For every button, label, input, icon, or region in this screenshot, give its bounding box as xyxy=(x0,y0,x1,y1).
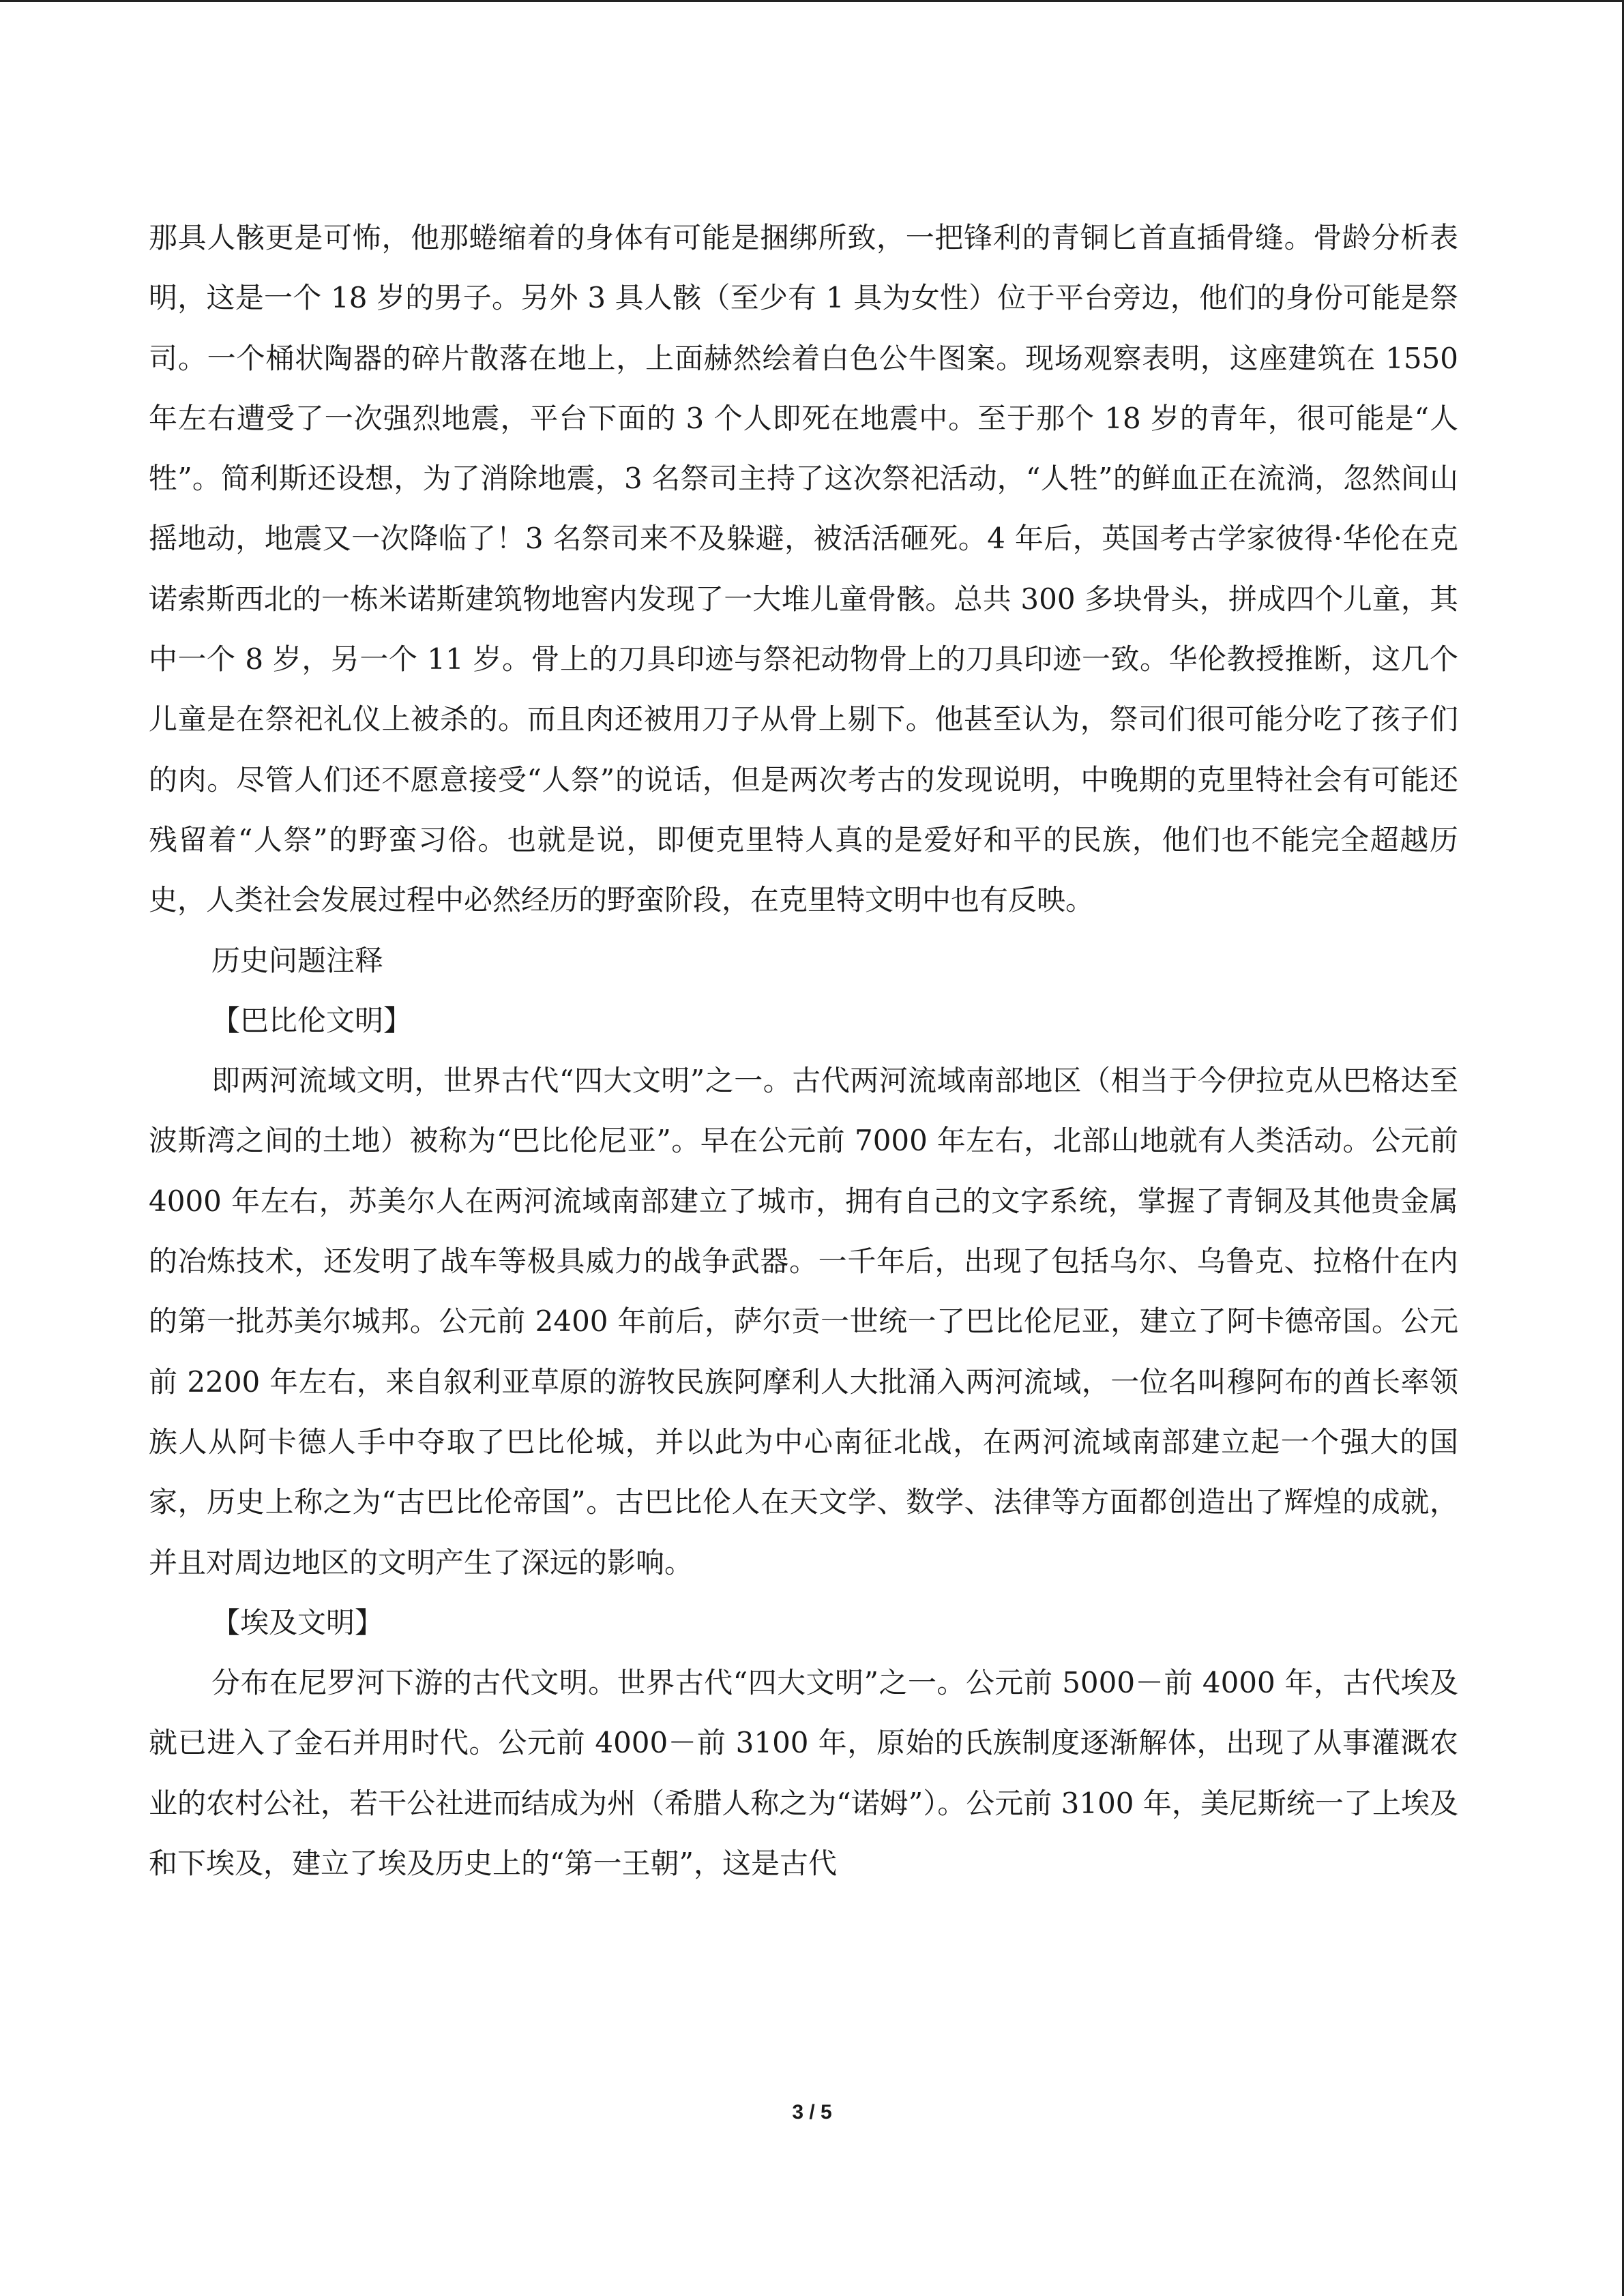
subheading-egyptian-civilization: 【埃及文明】 xyxy=(211,1605,384,1639)
section-heading-historical-notes: 历史问题注释 xyxy=(211,943,384,977)
paragraph-babylonian-civilization: 即两河流域文明，世界古代“四大文明”之一。古代两河流域南部地区（相当于今伊拉克从巴格达至波斯湾之间的土地）被称为“巴比伦尼亚”。早在公元前 7000 年左右，北部山地就有人类活动。公元前 4000 年左右，苏美尔人在两河流域南部建立了城市，拥有自己的文字系统，掌握了青铜及其他贵金属的冶炼技术，还发明了战车等极具威力的战争武器。一千年后，出现了包括乌尔、乌鲁克、拉格什在内的第一批苏美尔城邦。公元前 2400 年前后，萨尔贡一世统一了巴比伦尼亚，建立了阿卡德帝国。公元前 2200 年左右，来自叙利亚草原的游牧民族阿摩利人大批涌入两河流域，一位名叫穆阿布的酋长率领族人从阿卡德人手中夺取了巴比伦城，并以此为中心南征北战，在两河流域南部建立起一个强大的国家，历史上称之为“古巴比伦帝国”。古巴比伦人在天文学、数学、法律等方面都创造出了辉煌的成就，并且对周边地区的文明产生了深远的影响。 xyxy=(149,1064,1458,1579)
page-number: 3 / 5 xyxy=(792,2101,832,2123)
paragraph-egyptian-civilization: 分布在尼罗河下游的古代文明。世界古代“四大文明”之一。公元前 5000－前 4000 年，古代埃及就已进入了金石并用时代。公元前 4000－前 3100 年，原始的氏族制度逐渐解体，出现了从事灌溉农业的农村公社，若干公社进而结成为州（希腊人称之为“诺姆”）。公元前 3100 年，美尼斯统一了上埃及和下埃及，建立了埃及历史上的“第一王朝”，这是古代 xyxy=(149,1666,1458,1881)
paragraph-human-sacrifice: 那具人骸更是可怖，他那蜷缩着的身体有可能是捆绑所致，一把锋利的青铜匕首直插骨缝。骨龄分析表明，这是一个 18 岁的男子。另外 3 具人骸（至少有 1 具为女性）位于平台旁边，他们的身份可能是祭司。一个桶状陶器的碎片散落在地上，上面赫然绘着白色公牛图案。现场观察表明，这座建筑在 1550 年左右遭受了一次强烈地震，平台下面的 3 个人即死在地震中。至于那个 18 岁的青年，很可能是“人牲”。简利斯还设想，为了消除地震，3 名祭司主持了这次祭祀活动，“人牲”的鲜血正在流淌，忽然间山摇地动，地震又一次降临了！3 名祭司来不及躲避，被活活砸死。4 年后，英国考古学家彼得·华伦在克诺索斯西北的一栋米诺斯建筑物地窖内发现了一大堆儿童骨骸。总共 300 多块骨头，拼成四个儿童，其中一个 8 岁，另一个 11 岁。骨上的刀具印迹与祭祀动物骨上的刀具印迹一致。华伦教授推断，这几个儿童是在祭祀礼仪上被杀的。而且肉还被用刀子从骨上剔下。他甚至认为，祭司们很可能分吃了孩子们的肉。尽管人们还不愿意接受“人祭”的说话，但是两次考古的发现说明，中晚期的克里特社会有可能还残留着“人祭”的野蛮习俗。也就是说，即便克里特人真的是爱好和平的民族，他们也不能完全超越历史，人类社会发展过程中必然经历的野蛮阶段，在克里特文明中也有反映。 xyxy=(149,221,1458,917)
page-body xyxy=(149,208,1458,1894)
subheading-babylonian-civilization: 【巴比伦文明】 xyxy=(211,1003,413,1037)
